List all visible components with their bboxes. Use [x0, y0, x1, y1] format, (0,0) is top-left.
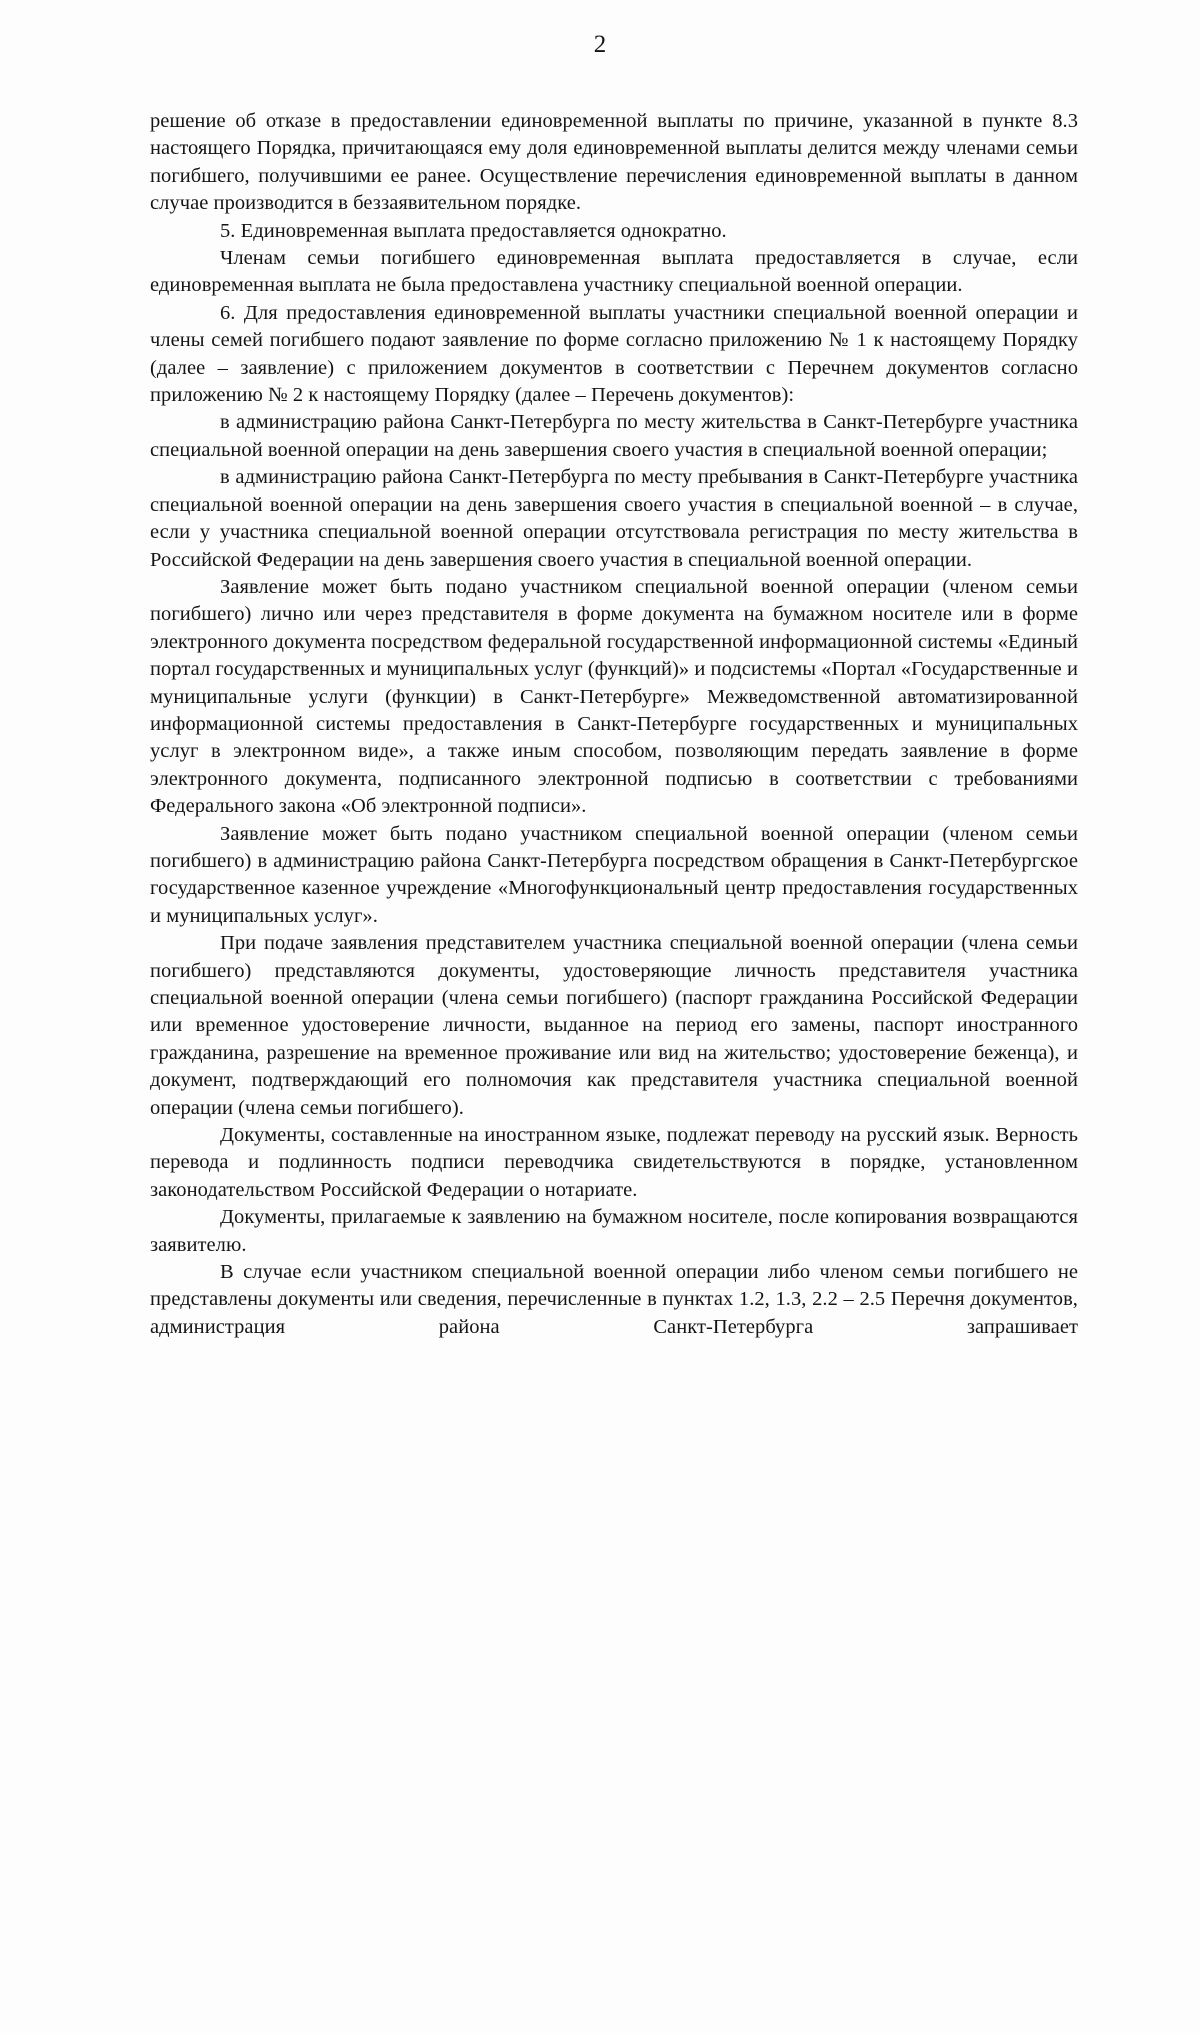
- paragraph-continuation: решение об отказе в предоставлении единовременной выплаты по причине, указанной в пункте 8.3 настоящего Порядка, причитающаяся ему доля единовременной выплаты делится между членами семьи погибшего, получившими ее ранее. Осуществление перечисления единовременной выплаты в данном случае производится в беззаявительном порядке.: [150, 110, 1078, 215]
- page-number: 2: [593, 31, 607, 58]
- paragraph-item-5: 5. Единовременная выплата предоставляется однократно.: [220, 219, 727, 242]
- paragraph-item-6: 6. Для предоставления единовременной выплаты участники специальной военной операции и члены семей погибшего подают заявление по форме согласно приложению № 1 к настоящему Порядку (далее – заявление) с приложением документов в соответствии с Перечнем документов согласно приложению № 2 к настоящему Порядку (далее – Перечень документов):: [150, 301, 1078, 407]
- paragraph-mfc-submission: Заявление может быть подано участником специальной военной операции (членом семьи погибшего) в администрацию района Санкт-Петербурга посредством обращения в Санкт-Петербургское государственное казенное учреждение «Многофункциональный центр предоставления государственных и муниципальных услуг».: [150, 822, 1078, 927]
- paragraph-application-submission: Заявление может быть подано участником специальной военной операции (членом семьи погибшего) лично или через представителя в форме документа на бумажном носителе или в форме электронного документа посредством федеральной государственной информационной системы «Единый портал государственных и муниципальных услуг (функций)» и подсистемы «Портал «Государственные и муниципальные услуги (функции) в Санкт-Петербурге» Межведомственной автоматизированной информационной системы предоставления в Санкт-Петербурге государственных и муниципальных услуг в электронном виде», а также иным способом, позволяющим передать заявление в форме электронного документа, подписанного электронной подписью в соответствии с требованиями Федерального закона «Об электронной подписи».: [150, 575, 1078, 818]
- paragraph-place-of-residence: в администрацию района Санкт-Петербурга по месту жительства в Санкт-Петербурге участника специальной военной операции на день завершения своего участия в специальной военной операции;: [150, 411, 1078, 461]
- paragraph-documents-return: Документы, прилагаемые к заявлению на бумажном носителе, после копирования возвращаются заявителю.: [150, 1206, 1078, 1256]
- paragraph-missing-documents: В случае если участником специальной военной операции либо членом семьи погибшего не представлены документы или сведения, перечисленные в пунктах 1.2, 1.3, 2.2 – 2.5 Перечня документов, администрация района Санкт-Петербурга запрашивает: [150, 1261, 1078, 1338]
- paragraph-foreign-documents: Документы, составленные на иностранном языке, подлежат переводу на русский язык. Верность перевода и подлинность подписи переводчика свидетельствуются в порядке, установленном законодательством Российской Федерации о нотариате.: [150, 1124, 1078, 1201]
- document-body: [150, 108, 1078, 1341]
- paragraph-family-members: Членам семьи погибшего единовременная выплата предоставляется в случае, если единовременная выплата не была предоставлена участнику специальной военной операции.: [150, 247, 1078, 297]
- paragraph-representative: При подаче заявления представителем участника специальной военной операции (члена семьи погибшего) представляются документы, удостоверяющие личность представителя участника специальной военной операции (члена семьи погибшего) (паспорт гражданина Российской Федерации или временное удостоверение личности, выданное на период его замены, паспорт иностранного гражданина, разрешение на временное проживание или вид на жительство; удостоверение беженца), и документ, подтверждающий его полномочия как представителя участника специальной военной операции (члена семьи погибшего).: [150, 932, 1078, 1119]
- paragraph-place-of-stay: в администрацию района Санкт-Петербурга по месту пребывания в Санкт-Петербурге участника специальной военной операции на день завершения своего участия в специальной военной – в случае, если у участника специальной военной операции отсутствовала регистрация по месту жительства в Российской Федерации на день завершения своего участия в специальной военной операции.: [150, 466, 1078, 571]
